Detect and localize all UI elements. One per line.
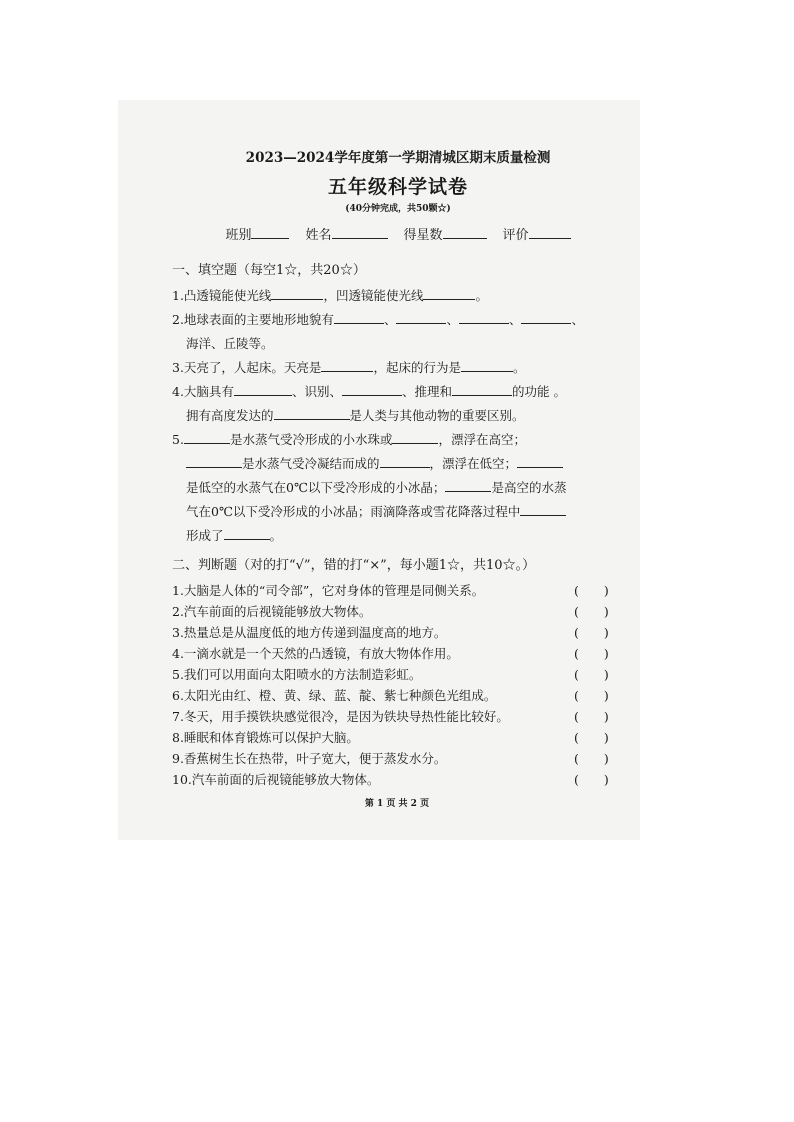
answer-paren[interactable]: ( ) [574, 604, 609, 619]
q1-blank-2[interactable] [423, 287, 475, 300]
judgement-item: 5.我们可以用面向太阳喷水的方法制造彩虹。 ( ) [172, 665, 624, 685]
answer-paren[interactable]: ( ) [574, 688, 609, 703]
question-5: 5. 是水蒸气受冷形成的小水珠或 ，漂浮在高空； [172, 432, 526, 447]
answer-paren[interactable]: ( ) [574, 772, 609, 787]
answer-paren[interactable]: ( ) [574, 751, 609, 766]
stars-field: 得星数 [404, 224, 487, 243]
paper-note: (40分钟完成，共50颗☆) [345, 204, 451, 214]
judgement-item: 4.一滴水就是一个天然的凸透镜，有放大物体作用。 ( ) [172, 644, 624, 664]
judgement-item: 1.大脑是人体的“司令部”，它对身体的管理是同侧关系。 ( ) [172, 581, 624, 601]
judgement-list [172, 581, 624, 790]
q4-blank-2[interactable] [342, 383, 402, 396]
q2-blank-3[interactable] [459, 311, 509, 324]
q2-blank-1[interactable] [334, 311, 384, 324]
name-field: 姓名 [305, 224, 387, 243]
judgement-item: 8.睡眠和体育锻炼可以保护大脑。 ( ) [172, 728, 624, 748]
question-2-cont: 海洋、丘陵等。 [186, 336, 274, 351]
question-5-line-3: 是低空的水蒸气在0℃以下受冷形成的小冰晶； 是高空的水蒸 [186, 480, 567, 495]
judgement-item: 9.香蕉树生长在热带，叶子宽大，便于蒸发水分。 ( ) [172, 749, 624, 769]
q4-blank-1[interactable] [234, 383, 292, 396]
q5-blank-7[interactable] [520, 503, 566, 516]
student-info-row [172, 224, 624, 243]
judgement-item: 7.冬天，用手摸铁块感觉很冷，是因为铁块导热性能比较好。 ( ) [172, 707, 624, 727]
question-5-line-2: 是水蒸气受冷凝结而成的 ，漂浮在低空； [172, 454, 624, 474]
answer-paren[interactable]: ( ) [574, 709, 609, 724]
q5-blank-1[interactable] [184, 431, 230, 444]
section1-title: 一、填空题（每空1☆，共20☆） [172, 263, 366, 278]
q4-blank-4[interactable] [274, 407, 350, 420]
q2-blank-2[interactable] [396, 311, 446, 324]
stars-blank[interactable] [443, 226, 487, 239]
class-field: 班别 [225, 224, 289, 243]
judgement-item: 2.汽车前面的后视镜能够放大物体。 ( ) [172, 602, 624, 622]
q3-blank-1[interactable] [321, 359, 373, 372]
question-3: 3.天亮了，人起床。天亮是 ，起床的行为是 。 [172, 360, 526, 375]
question-5-line-5: 形成了 。 [186, 528, 283, 543]
q5-blank-3[interactable] [186, 455, 242, 468]
judgement-item: 6.太阳光由红、橙、黄、绿、蓝、靛、紫七种颜色光组成。 ( ) [172, 686, 624, 706]
q4-blank-3[interactable] [452, 383, 512, 396]
q5-blank-2[interactable] [392, 431, 438, 444]
class-blank[interactable] [251, 226, 289, 239]
question-5-line-4: 气在0℃以下受冷形成的小冰晶；雨滴降落或雪花降落过程中 [172, 502, 624, 522]
evaluation-blank[interactable] [529, 226, 571, 239]
answer-paren[interactable]: ( ) [574, 667, 609, 682]
question-2: 2.地球表面的主要地形地貌有 、 、 、 、 [172, 312, 584, 327]
judgement-item: 10.汽车前面的后视镜能够放大物体。 ( ) [172, 770, 624, 790]
exam-title: 2023—2024学年度第一学期清城区期末质量检测 [245, 150, 551, 166]
q5-blank-6[interactable] [445, 479, 491, 492]
question-4: 4.大脑具有 、识别、 、推理和 的功能 。 [172, 384, 566, 399]
paper-title: 五年级科学试卷 [327, 176, 468, 198]
question-1: 1.凸透镜能使光线 ，凹透镜能使光线 。 [172, 288, 488, 303]
q5-blank-5[interactable] [517, 455, 563, 468]
answer-paren[interactable]: ( ) [574, 625, 609, 640]
section2-title: 二、判断题（对的打“√”，错的打“×”，每小题1☆，共10☆。） [172, 558, 536, 573]
name-blank[interactable] [332, 226, 388, 239]
question-4-cont: 拥有高度发达的 是人类与其他动物的重要区别。 [186, 408, 525, 423]
q5-blank-8[interactable] [224, 527, 270, 540]
exam-content [172, 140, 624, 791]
answer-paren[interactable]: ( ) [574, 730, 609, 745]
answer-paren[interactable]: ( ) [574, 583, 609, 598]
q3-blank-2[interactable] [461, 359, 513, 372]
evaluation-field: 评价 [503, 224, 571, 243]
page-footer: 第 1 页 共 2 页 [364, 799, 430, 809]
q1-blank-1[interactable] [271, 287, 323, 300]
answer-paren[interactable]: ( ) [574, 646, 609, 661]
q5-blank-4[interactable] [380, 455, 430, 468]
judgement-item: 3.热量总是从温度低的地方传递到温度高的地方。 ( ) [172, 623, 624, 643]
q2-blank-4[interactable] [521, 311, 571, 324]
